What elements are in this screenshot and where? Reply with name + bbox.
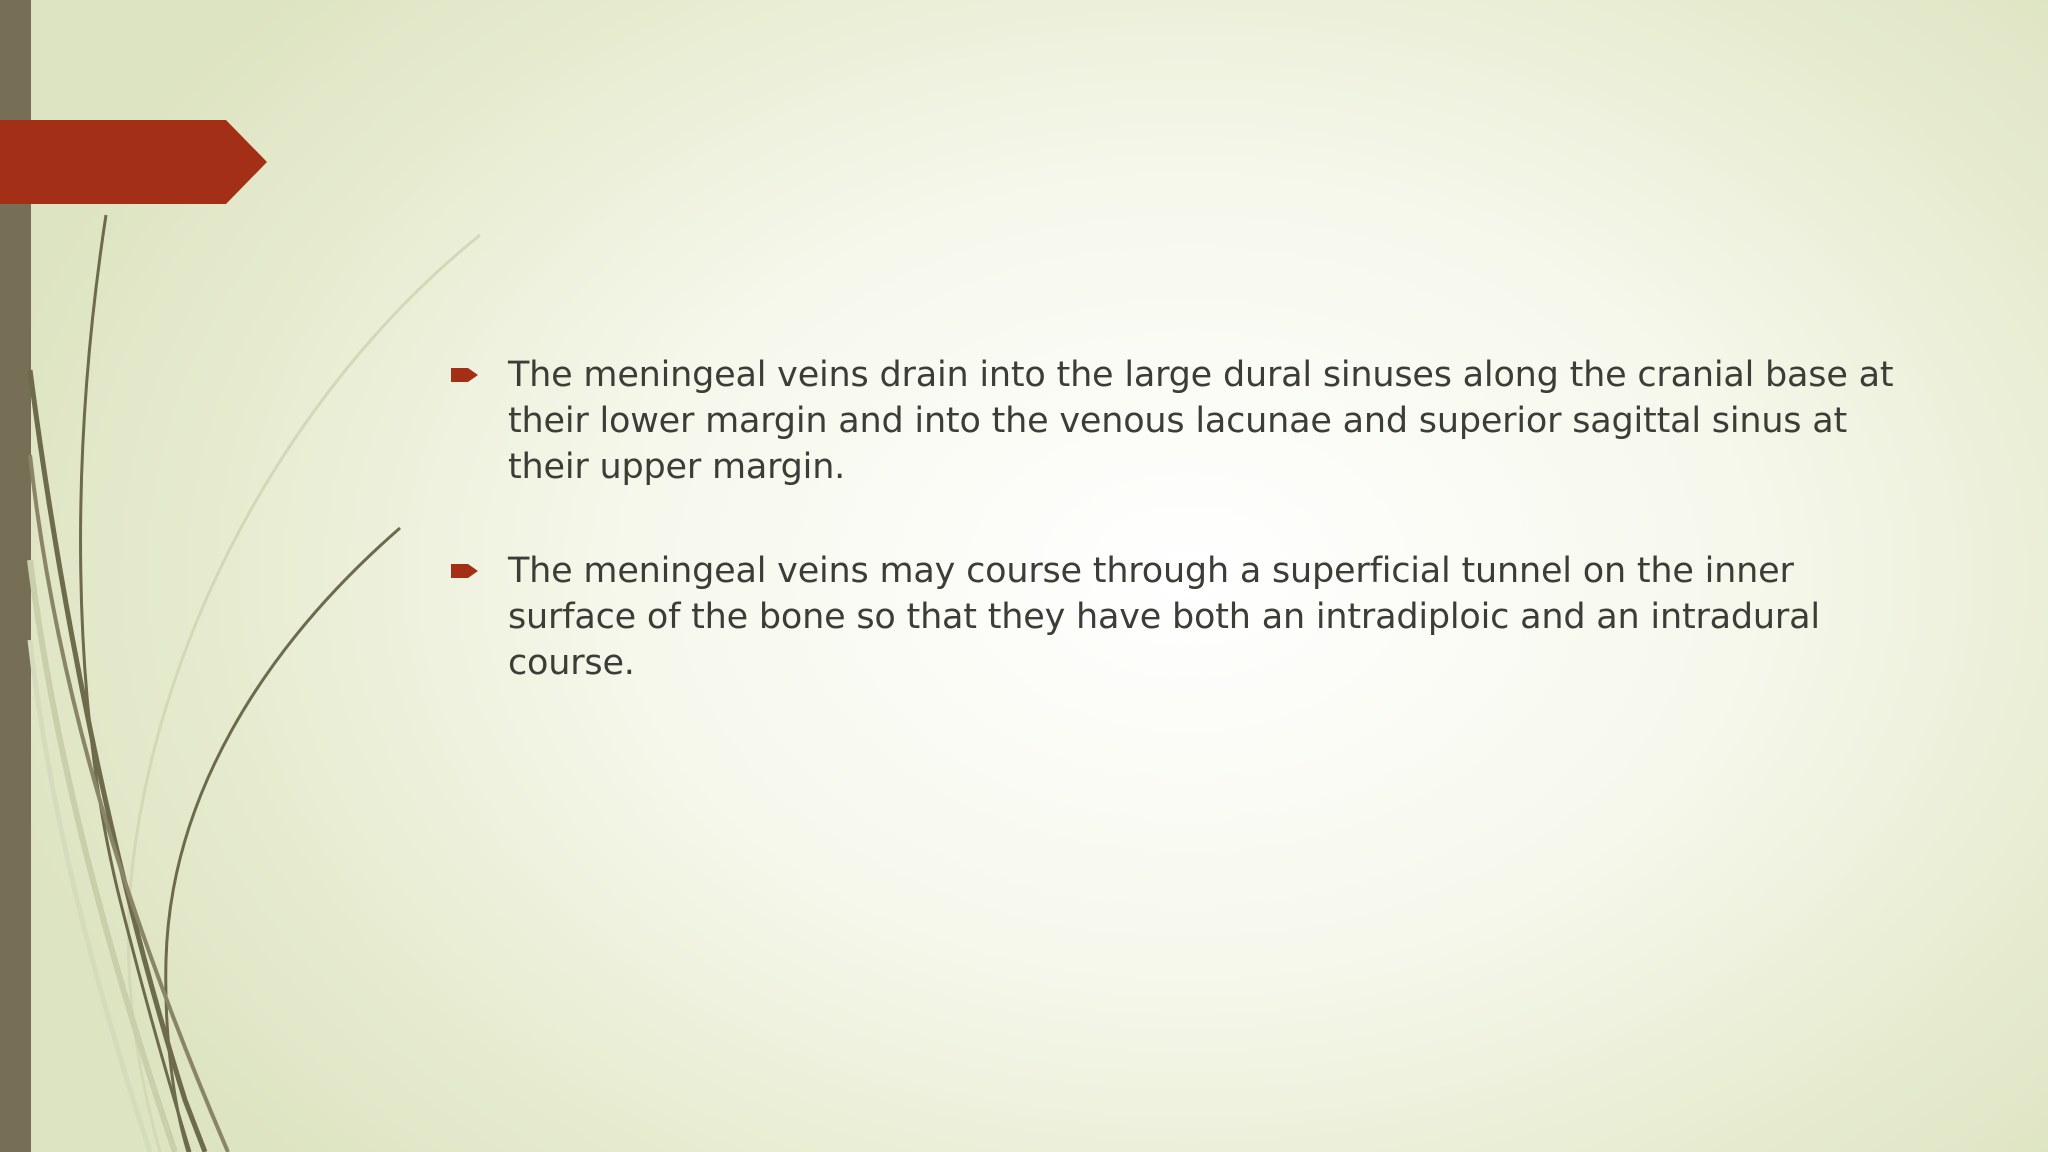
- red-arrow-tab: [0, 120, 267, 204]
- curve-light-2: [30, 560, 175, 1152]
- arrow-bullet-icon: [450, 352, 508, 398]
- bullet-text: The meningeal veins may course through a superficial tunnel on the inner surface of the bone so that they have both an intradiploic and an intradural course.: [508, 551, 1820, 683]
- bullet-text: The meningeal veins drain into the large dural sinuses along the cranial base at their lower margin and into the venous lacunae and superior sagittal sinus at their upper margin.: [508, 355, 1894, 487]
- bullet-item: [450, 352, 1910, 490]
- curve-dark-3: [166, 528, 400, 1152]
- bullet-item: [450, 548, 1910, 686]
- curve-light-1: [128, 235, 480, 1152]
- bullet-list: [450, 352, 1910, 744]
- arrow-bullet-icon: [450, 548, 508, 594]
